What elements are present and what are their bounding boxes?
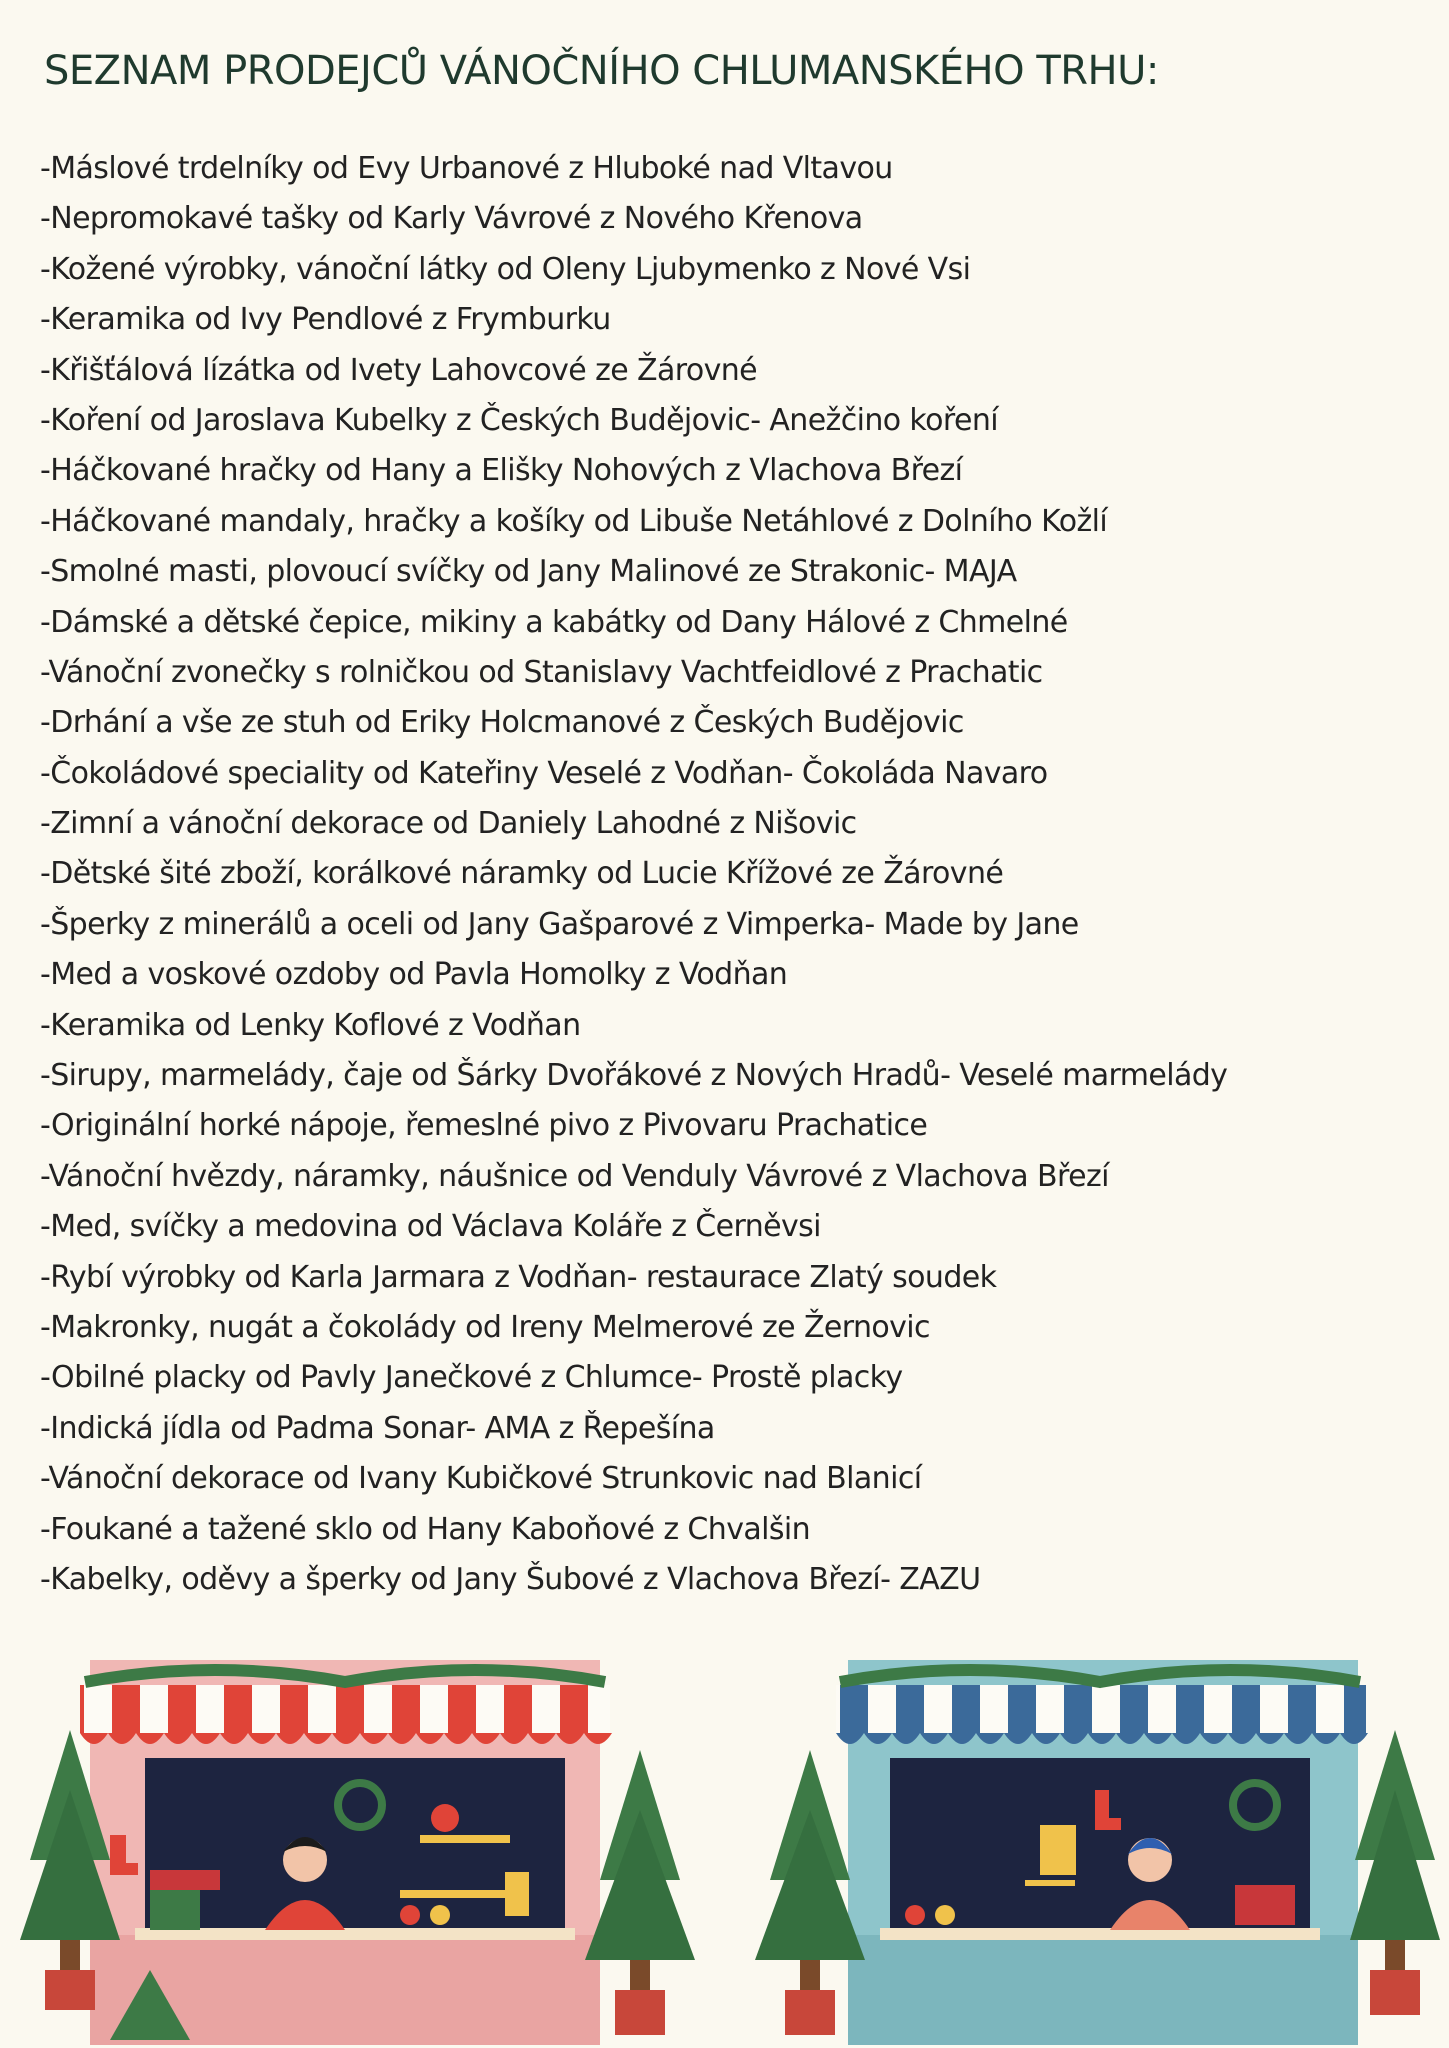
right-awning [836, 1685, 1366, 1733]
vendor-item: -Sirupy, marmelády, čaje od Šárky Dvořákové z Nových Hradů- Veselé marmelády [40, 1058, 1228, 1094]
ornament-icon [431, 1804, 459, 1832]
vendor-item: -Med, svíčky a medovina od Václava Koláře z Černěvsi [40, 1209, 821, 1245]
vendor-item: -Zimní a vánoční dekorace od Daniely Lahodné z Nišovic [40, 806, 857, 842]
lantern-icon [505, 1872, 529, 1916]
vendor-item: -Šperky z minerálů a oceli od Jany Gašparové z Vimperka- Made by Jane [40, 906, 1079, 942]
vendor-item: -Drhání a vše ze stuh od Eriky Holcmanové z Českých Budějovic [40, 705, 964, 741]
vendor-item: -Indická jídla od Padma Sonar- AMA z Řepešína [40, 1410, 715, 1446]
vendor-item: -Keramika od Lenky Koflové z Vodňan [40, 1007, 581, 1043]
vendor-item: -Máslové trdelníky od Evy Urbanové z Hluboké nad Vltavou [40, 151, 893, 186]
vendor-item: -Čokoládové speciality od Kateřiny Veselé z Vodňan- Čokoláda Navaro [40, 755, 1048, 791]
page-title: SEZNAM PRODEJCŮ VÁNOČNÍHO CHLUMANSKÉHO TRHU: [44, 48, 1159, 94]
vendor-item: -Smolné masti, plovoucí svíčky od Jany Malinové ze Strakonic- MAJA [40, 554, 1017, 590]
vendor-item: -Nepromokavé tašky od Karly Vávrové z Nového Křenova [40, 201, 863, 237]
vendor-item: -Makronky, nugát a čokolády od Ireny Melmerové ze Žernovic [40, 1309, 930, 1345]
vendor-item: -Vánoční zvonečky s rolničkou od Stanislavy Vachtfeidlové z Prachatic [40, 654, 1043, 690]
right-stall-counter-front [848, 1935, 1358, 2045]
vendor-item: -Vánoční hvězdy, náramky, náušnice od Venduly Vávrové z Vlachova Březí [40, 1158, 1109, 1194]
vendor-item: -Kabelky, oděvy a šperky od Jany Šubové z Vlachova Březí- ZAZU [40, 1561, 981, 1597]
vendor-item: -Obilné placky od Pavly Janečkové z Chlumce- Prostě placky [40, 1360, 903, 1396]
christmas-tree-icon [1350, 1730, 1440, 2015]
lantern-icon [1040, 1825, 1076, 1875]
vendor-list [40, 144, 1227, 1605]
vendor-item: -Křišťálová lízátka od Ivety Lahovcové ze Žárovné [40, 352, 758, 388]
left-market-stall [20, 1660, 695, 2045]
vendor-item: -Rybí výrobky od Karla Jarmara z Vodňan- restaurace Zlatý soudek [40, 1259, 997, 1295]
market-stalls-illustration [0, 1640, 1449, 2048]
vendor-item: -Dětské šité zboží, korálkové náramky od Lucie Křížové ze Žárovné [40, 856, 1004, 892]
christmas-tree-icon [585, 1750, 695, 2035]
vendor-item: -Originální horké nápoje, řemeslné pivo z Pivovaru Prachatice [40, 1108, 928, 1144]
right-stall-counter [880, 1928, 1320, 1940]
vendor-item: -Med a voskové ozdoby od Pavla Homolky z Vodňan [40, 957, 788, 993]
vendor-item: -Dámské a dětské čepice, mikiny a kabátky od Dany Hálové z Chmelné [40, 604, 1068, 640]
vendor-item: -Koření od Jaroslava Kubelky z Českých Budějovic- Anežčino koření [40, 402, 998, 438]
left-awning [80, 1685, 610, 1733]
vendor-item: -Foukané a tažené sklo od Hany Kaboňové z Chvalšin [40, 1511, 811, 1547]
vendor-item: -Vánoční dekorace od Ivany Kubičkové Strunkovic nad Blanicí [40, 1461, 922, 1497]
vendor-item: -Kožené výrobky, vánoční látky od Oleny Ljubymenko z Nové Vsi [40, 251, 971, 287]
left-stall-counter [135, 1928, 575, 1940]
gift-box-icon [150, 1885, 200, 1930]
vendor-item: -Háčkované hračky od Hany a Elišky Nohových z Vlachova Březí [40, 453, 963, 489]
vendor-item: -Keramika od Ivy Pendlové z Frymburku [40, 302, 611, 338]
right-market-stall [755, 1660, 1440, 2045]
vendor-item: -Háčkované mandaly, hračky a košíky od Libuše Netáhlové z Dolního Kožlí [40, 503, 1108, 539]
gift-box-icon [1235, 1885, 1295, 1925]
